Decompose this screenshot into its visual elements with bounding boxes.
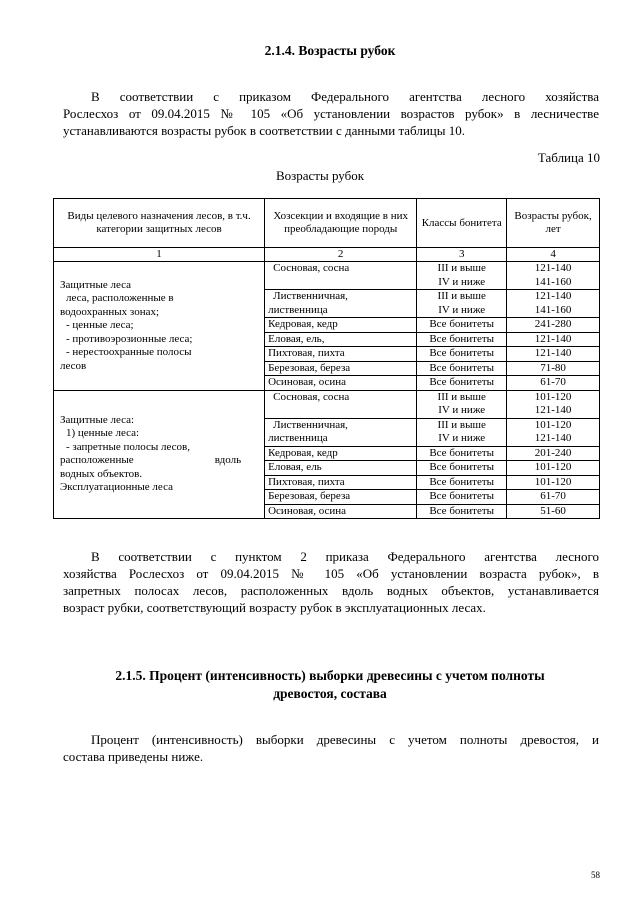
forest-group-2 xyxy=(54,390,265,519)
table-caption: Возрасты рубок xyxy=(275,168,365,183)
species-cell: Кедровая, кедр xyxy=(265,446,417,461)
group2-line: Защитные леса: xyxy=(60,413,135,426)
header-bonitet: Классы бонитета xyxy=(417,199,507,248)
header-age: Возрасты рубок, лет xyxy=(507,199,600,248)
column-number-row xyxy=(54,248,600,262)
species-cell xyxy=(265,418,417,446)
intro-line-2: Рослесхоз от 09.04.2015 № 105 «Об установлении возрастов рубок» в лесничестве xyxy=(63,106,599,121)
bonitet-value: IV и ниже xyxy=(438,275,486,288)
bonitet-cell: Все бонитеты xyxy=(417,446,507,461)
paragraph-2-line: В соответствии с пунктом 2 приказа Федерального агентства лесного xyxy=(91,549,599,564)
group2-line: Эксплуатационные леса xyxy=(60,481,173,494)
species-cell: Кедровая, кедр xyxy=(265,318,417,333)
header-sections: Хозсекции и входящие в них преобладающие породы xyxy=(265,199,417,248)
group2-line: расположенные вдоль xyxy=(60,454,242,467)
group1-line: - противоэрозионные леса; xyxy=(66,332,193,345)
group1-line: леса, расположенные в xyxy=(66,292,174,304)
species-line: Лиственничная, xyxy=(273,418,348,431)
bonitet-value: IV и ниже xyxy=(438,404,486,416)
paragraph-2-line: запретных полосах лесов, расположенных вдоль водных объектов, устанавливается xyxy=(63,583,599,598)
section-title-line: древостоя, состава xyxy=(273,686,387,701)
group2-line: - запретные полосы лесов, xyxy=(66,440,190,453)
species-cell: Еловая, ель xyxy=(265,461,417,476)
species-cell: Березовая, береза xyxy=(265,490,417,505)
age-cell: 241-280 xyxy=(507,318,600,333)
age-cell: 101-120 xyxy=(507,475,600,490)
species-line: лиственница xyxy=(268,432,328,444)
bonitet-cell: Все бонитеты xyxy=(417,376,507,391)
selection-paragraph xyxy=(63,731,599,765)
age-cell xyxy=(507,390,600,418)
col-number: 1 xyxy=(54,248,265,262)
age-cell: 71-80 xyxy=(507,361,600,376)
bonitet-cell: Все бонитеты xyxy=(417,490,507,505)
species-cell: Сосновая, сосна xyxy=(265,390,417,418)
species-line: лиственница xyxy=(268,303,328,316)
bonitet-value: IV и ниже xyxy=(438,303,486,316)
age-cell: 101-120 xyxy=(507,461,600,476)
group1-line: - нерестоохранные полосы xyxy=(66,346,192,358)
col-number: 2 xyxy=(265,248,417,262)
paragraph-2 xyxy=(63,548,599,616)
selection-line: Процент (интенсивность) выборки древесины с учетом полноты древостоя, и xyxy=(91,732,599,747)
bonitet-value: III и выше xyxy=(437,390,486,403)
group2-line: 1) ценные леса: xyxy=(66,427,140,440)
bonitet-cell: Все бонитеты xyxy=(417,475,507,490)
group1-line: Защитные леса xyxy=(60,278,132,291)
species-cell: Осиновая, осина xyxy=(265,376,417,391)
bonitet-value: III и выше xyxy=(437,418,486,431)
group1-line: водоохранных зонах; xyxy=(60,305,160,318)
section-title-selection xyxy=(60,668,600,702)
selection-line: состава приведены ниже. xyxy=(63,749,204,764)
age-value: 101-120 xyxy=(534,390,572,403)
bonitet-cell xyxy=(417,290,507,318)
bonitet-cell xyxy=(417,262,507,290)
age-value: 101-120 xyxy=(534,418,572,431)
species-line: Лиственничная, xyxy=(273,290,348,302)
age-cell: 121-140 xyxy=(507,332,600,347)
species-cell: Березовая, береза xyxy=(265,361,417,376)
age-value: 141-160 xyxy=(534,303,572,316)
age-value: 121-140 xyxy=(534,290,572,302)
intro-line-1: В соответствии с приказом Федерального агентства лесного хозяйства xyxy=(91,89,599,104)
age-cell: 201-240 xyxy=(507,446,600,461)
age-cell: 61-70 xyxy=(507,376,600,391)
bonitet-cell: Все бонитеты xyxy=(417,361,507,376)
bonitet-cell: Все бонитеты xyxy=(417,332,507,347)
cutting-ages-table xyxy=(53,198,600,519)
age-cell xyxy=(507,262,600,290)
age-value: 121-140 xyxy=(534,262,572,274)
group1-line: - ценные леса; xyxy=(66,319,134,331)
header-purpose: Виды целевого назначения лесов, в т.ч. категории защитных лесов xyxy=(54,199,265,248)
species-cell: Еловая, ель, xyxy=(265,332,417,347)
col-number: 4 xyxy=(507,248,600,262)
intro-line-3: устанавливаются возрасты рубок в соответствии с данными таблицы 10. xyxy=(63,123,465,138)
age-cell xyxy=(507,418,600,446)
age-value: 121-140 xyxy=(534,432,572,444)
col-number: 3 xyxy=(417,248,507,262)
table-label: Таблица 10 xyxy=(537,150,600,165)
species-cell: Сосновая, сосна xyxy=(265,262,417,290)
age-cell: 61-70 xyxy=(507,490,600,505)
bonitet-value: III и выше xyxy=(437,262,486,274)
bonitet-cell: Все бонитеты xyxy=(417,461,507,476)
group2-line: водных объектов. xyxy=(60,467,143,480)
forest-group-1 xyxy=(54,262,265,391)
bonitet-value: IV и ниже xyxy=(438,432,486,444)
age-cell xyxy=(507,290,600,318)
paragraph-2-line: хозяйства Рослесхоз от 09.04.2015 № 105 «Об установлении возраста рубок», в xyxy=(63,566,599,581)
intro-paragraph xyxy=(63,88,599,139)
age-value: 121-140 xyxy=(534,404,572,416)
table-row xyxy=(54,262,600,290)
bonitet-cell: Все бонитеты xyxy=(417,318,507,333)
table-header-row xyxy=(54,199,600,248)
species-cell: Осиновая, осина xyxy=(265,504,417,519)
age-value: 141-160 xyxy=(534,275,572,288)
bonitet-cell xyxy=(417,390,507,418)
table-row xyxy=(54,390,600,418)
bonitet-cell: Все бонитеты xyxy=(417,504,507,519)
age-cell: 51-60 xyxy=(507,504,600,519)
page-number: 58 xyxy=(591,870,600,880)
bonitet-value: III и выше xyxy=(437,290,486,302)
bonitet-cell xyxy=(417,418,507,446)
species-cell: Пихтовая, пихта xyxy=(265,475,417,490)
paragraph-2-line: возраст рубки, соответствующий возрасту рубок в эксплуатационных лесах. xyxy=(63,600,486,615)
group1-line: лесов xyxy=(60,359,87,372)
species-cell xyxy=(265,290,417,318)
section-title-line: 2.1.5. Процент (интенсивность) выборки древесины с учетом полноты xyxy=(115,668,545,683)
section-title-ages: 2.1.4. Возрасты рубок xyxy=(264,43,396,58)
age-cell: 121-140 xyxy=(507,347,600,362)
bonitet-cell: Все бонитеты xyxy=(417,347,507,362)
species-cell: Пихтовая, пихта xyxy=(265,347,417,362)
